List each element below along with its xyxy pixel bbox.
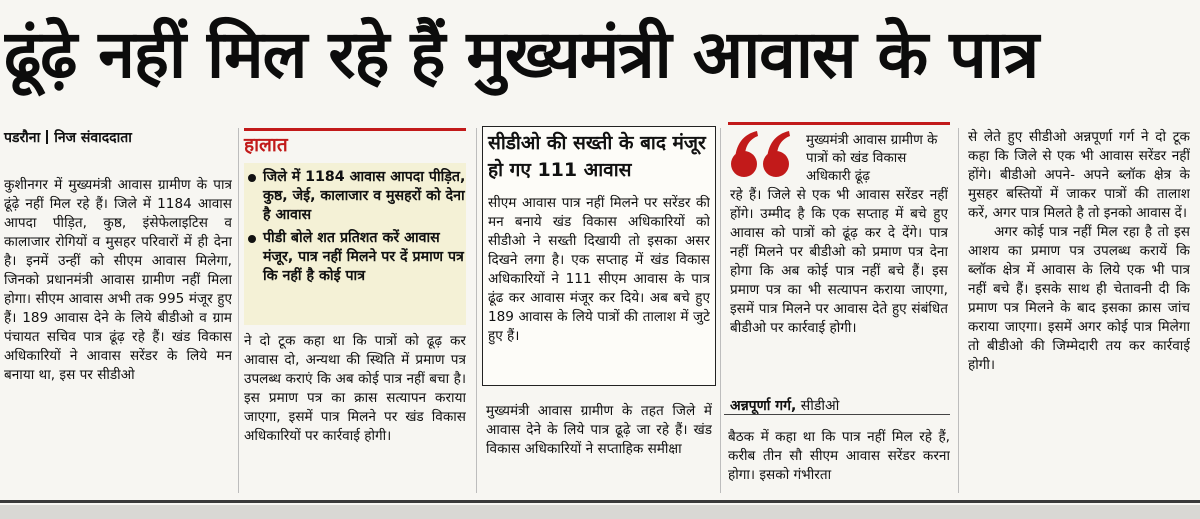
col5-paragraph-1: से लेते हुए सीडीओ अन्नपूर्णा गर्ग ने दो टूक कहा कि जिले से एक भी आवास सरेंडर नहीं होंगे। बीडीओ अपने- अपने ब्लॉक क्षेत्र के मुसहर बस्तियों में जाकर पात्रों की तालाश करें, अगर पात्र मिलते है तो इनको आवास दें। (968, 129, 1190, 221)
column-1-text (4, 176, 232, 496)
column-divider (476, 128, 477, 493)
byline-place: पडरौना (4, 130, 41, 146)
quote-paragraph: रहे हैं। जिले से एक भी आवास सरेंडर नहीं होंगे। उम्मीद है कि एक सप्ताह में बचे हुए आवास को पात्रों को ढूंढ़ कर दे देंगे। पात्र नहीं मिलने पर बीडीओ को प्रमाण पत्र देना होगा कि अब कोई पात्र नहीं बचे हैं। इस प्रमाण पत्र का भी सत्यापन कराया जाएगा, इसमें पात्र मिलने पर आवास देते हुए संबंधित बीडीओ पर कार्रवाई होगी। (730, 187, 948, 336)
sidebar-title: सीडीओ की सख्ती के बाद मंजूर हो गए 111 आवास (488, 132, 706, 181)
col2-paragraph: ने दो टूक कहा था कि पात्रों को ढूढ़ कर आवास दो, अन्यथा की स्थिति में प्रमाण पत्र उपलब्ध कराएं कि अब कोई पात्र नहीं बचा है। इस प्रमाण पत्र का क्रास सत्यापन कराया जाएगा, इसमें पात्र मिलने पर खंड विकास अधिकारियों पर कार्रवाई होगी। (244, 333, 466, 444)
quote-author (730, 396, 948, 416)
bullet-dot-icon (248, 174, 256, 182)
byline-separator (46, 130, 48, 144)
column-5-text (968, 128, 1190, 500)
quote-accent-bar (728, 122, 950, 125)
bullet-dot-icon (248, 235, 256, 243)
quote-author-role: सीडीओ (800, 398, 840, 414)
halat-title: हालात (244, 134, 288, 156)
quote-head: मुख्यमंत्री आवास ग्रामीण के पात्रों को खंड विकास अधिकारी ढूंढ़ (806, 133, 938, 184)
bullet-item (246, 168, 466, 225)
headline: ढूंढ़े नहीं मिल रहे हैं मुख्यमंत्री आवास के पात्र (4, 16, 1039, 93)
col5-paragraph-2: अगर कोई पात्र नहीं मिल रहा है तो इस आशय का प्रमाण पत्र उपलब्ध करायें कि ब्लॉक क्षेत्र में आवास के लिये एक भी पात्र नहीं बचे हैं। इसके साथ ही चेतावनी दी कि प्रमाण पत्र मिलने के बाद इसका क्रास जांच कराया जाएगा। इसमें अगर कोई पात्र मिलेगा तो बीडीओ की जिम्मेदारी तय कर कार्रवाई होगी। (968, 224, 1190, 373)
author-rule (724, 414, 950, 415)
byline-reporter: निज संवाददाता (54, 130, 132, 146)
quote-body (730, 186, 948, 384)
column-2-text (244, 332, 466, 502)
column-3-text (486, 402, 712, 498)
column-4-text (728, 428, 950, 498)
bullet-text: पीडी बोले शत प्रतिशत करें आवास मंजूर, पात्र नहीं मिलने पर दें प्रमाण पत्र कि नहीं है कोई पात्र (263, 230, 464, 284)
halat-accent-bar (244, 128, 466, 131)
halat-bullets (246, 168, 466, 290)
quote-author-name: अन्नपूर्णा गर्ग, (730, 398, 797, 414)
col1-paragraph: कुशीनगर में मुख्यमंत्री आवास ग्रामीण के पात्र ढूंढ़े नहीं मिल रहे हैं। जिले में 1184 आवास आपदा पीड़ित, कुष्ठ, इंसेफेलाइटिस व कालाजार रोगियों व मुसहर परिवारों में ही देना है। इनमें उन्हीं को सीएम आवास मिलेगा, जिनको प्रधानमंत्री आवास ग्रामीण नहीं मिला होगा। सीएम आवास अभी तक 995 मंजूर हुए हैं। 189 आवास देने के लिये बीडीओ व ग्राम पंचायत सचिव पात्र ढूंढ़ रहे हैं। खंड विकास अधिकारियों ने आवास सरेंडर के लिये मन बनाया था, इस पर सीडीओ (4, 177, 232, 383)
column-divider (238, 128, 239, 493)
quote-mark-icon (730, 126, 796, 182)
column-divider (720, 128, 721, 493)
column-divider (958, 128, 959, 493)
col3-paragraph: मुख्यमंत्री आवास ग्रामीण के तहत जिले में आवास देने के लिये पात्र ढूढ़े जा रहे हैं। खंड विकास अधिकारियों ने सप्ताहिक समीक्षा (486, 403, 712, 457)
sidebar-body (488, 194, 710, 384)
bottom-rule (0, 500, 1200, 503)
byline (4, 128, 234, 148)
bullet-item (246, 229, 466, 286)
col4-paragraph: बैठक में कहा था कि पात्र नहीं मिल रहे हैं, करीब तीन सौ सीएम आवास सरेंडर करना होगा। इसको गंभीरता (728, 429, 950, 483)
sidebar-paragraph: सीएम आवास पात्र नहीं मिलने पर सरेंडर की मन बनाये खंड विकास अधिकारियों को सीडीओ ने सख्ती दिखायी तो इसका असर दिखने लगा है। एक सप्ताह में खंड विकास अधिकारियों ने 111 सीएम आवास के पात्र ढूंढ कर आवास मंजूर कर दिये। अब बचे हुए 189 आवास के लिये पात्रों की तालाश में जुटे हुए हैं। (488, 195, 710, 344)
bottom-strip (0, 505, 1200, 519)
bullet-text: जिले में 1184 आवास आपदा पीड़ित, कुष्ठ, जेई, कालाजार व मुसहरों को देना है आवास (263, 169, 466, 223)
